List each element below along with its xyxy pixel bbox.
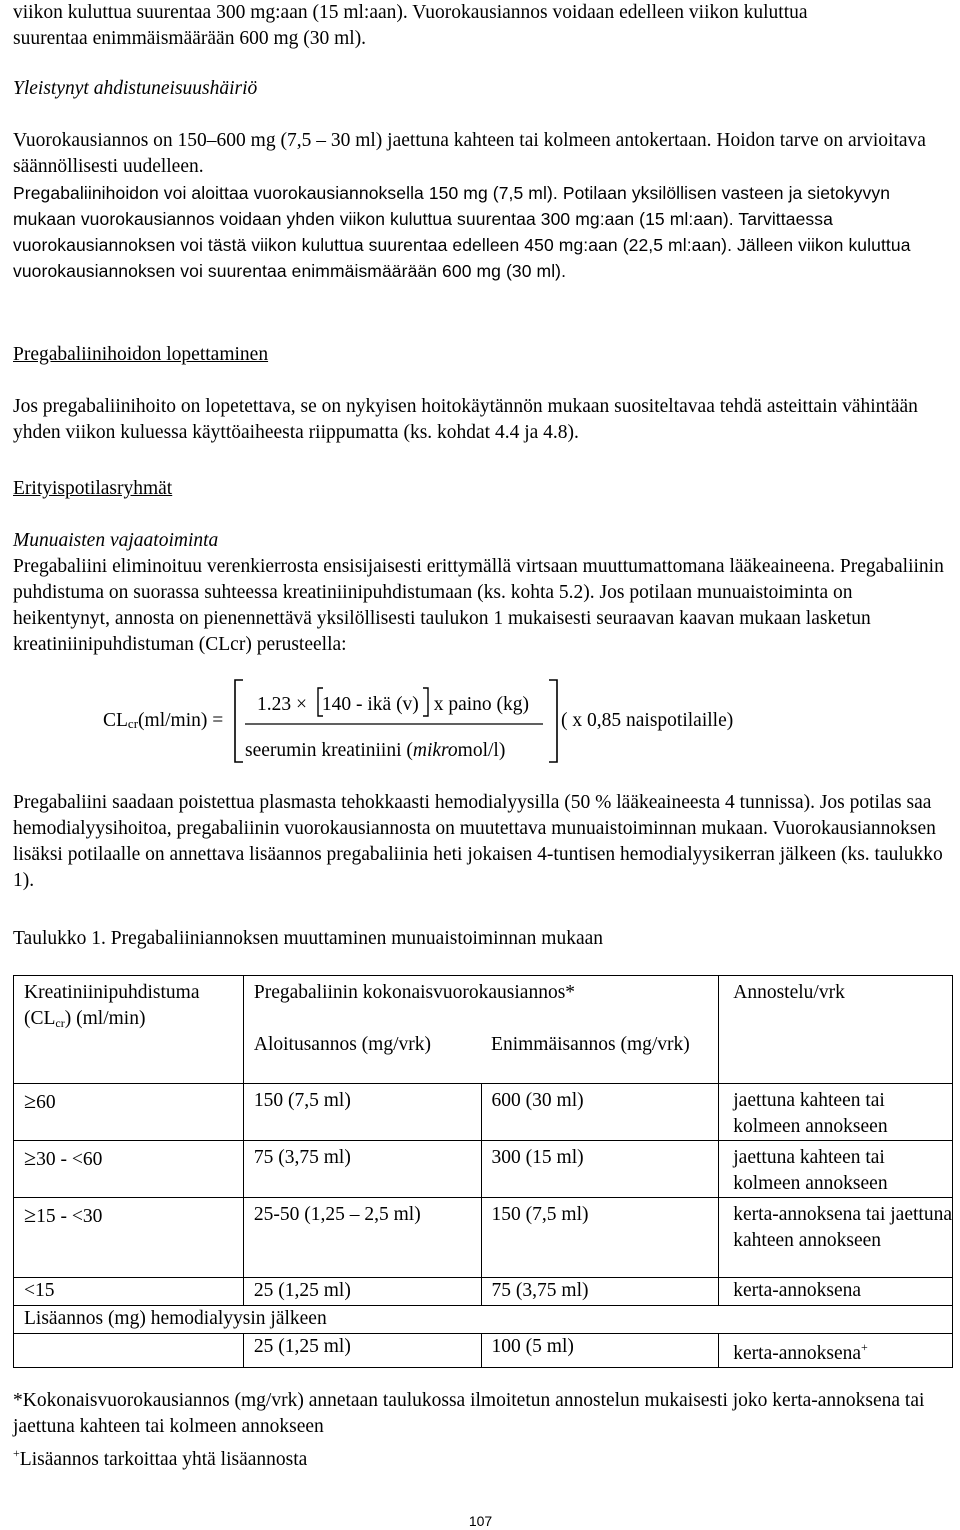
renal-impairment-heading: Munuaisten vajaatoiminta [13,530,219,551]
table-row [14,1278,953,1306]
supplementary-starting-dose: 25 (1,25 ml) [253,1336,351,1357]
formula-weight-term: x paino (kg) [433,694,529,715]
row-dosing: jaettuna kahteen tai kolmeen annokseen [733,1147,888,1194]
anxiety-heading: Yleistynyt ahdistuneisuushäiriö [13,78,258,99]
row-dosing: kerta-annoksena [733,1280,862,1301]
page-number: 107 [468,1513,493,1529]
row-starting-dose: 25 (1,25 ml) [253,1280,351,1301]
formula-age-term: 140 - ikä (v) [321,694,419,715]
row-maximum-dose: 75 (3,75 ml) [491,1280,589,1301]
discontinuation-heading: Pregabaliinihoidon lopettaminen [13,344,269,365]
table-supplementary-row [14,1334,953,1368]
anxiety-paragraph-2: Pregabaliinihoidon voi aloittaa vuorokausiannoksella 150 mg (7,5 ml). Potilaan yksilöllisen vasteen ja sietokyvyn mukaan vuorokausiannos voidaan yhden viikon kuluttua suurentaa 300 mg:aan (15 ml:aan). Tarvittaessa vuorokausiannoksen voi tästä viikon kuluttua suurentaa edelleen 450 mg:aan (22,5 ml:aan). Jälleen viikon kuluttua vuorokausiannoksen voi suurentaa enimmäismäärään 600 mg (30 ml). [13,183,911,281]
formula-lhs [103,708,223,737]
formula-cl-sub: cr [127,716,139,731]
supplementary-plus-mark: + [861,1340,868,1354]
table-supplementary-heading-row [14,1306,953,1334]
header-creatinine-clearance: Kreatiniinipuhdistuma [24,982,200,1003]
formula-den-pre: seerumin kreatiniini ( [245,740,413,761]
creatinine-clearance-formula [13,672,948,772]
ge-symbol: ≥ [24,1088,37,1113]
row-starting-dose: 75 (3,75 ml) [253,1147,351,1168]
row-starting-dose: 25-50 (1,25 – 2,5 ml) [253,1204,421,1225]
formula-cl: CL [103,710,128,731]
header-maximum-dose: Enimmäisannos (mg/vrk) [491,1033,690,1055]
table-row [14,1198,953,1278]
supplementary-dose-heading: Lisäannos (mg) hemodialyysin jälkeen [24,1308,327,1329]
row-crcl: 60 [36,1092,56,1113]
header-clcr-pre: (CL [24,1008,56,1029]
formula-female-factor: ( x 0,85 naispotilaille) [561,710,734,731]
formula-numerator [257,692,529,718]
ge-symbol: ≥ [24,1145,37,1170]
row-maximum-dose: 600 (30 ml) [491,1090,584,1111]
supplementary-maximum-dose: 100 (5 ml) [491,1336,574,1357]
intro-line-2: suurentaa enimmäismäärään 600 mg (30 ml). [13,28,367,49]
header-starting-dose: Aloitusannos (mg/vrk) [253,1033,431,1055]
header-total-daily-dose: Pregabaliinin kokonaisvuorokausiannos* [253,982,576,1003]
footnote-plus-text: Lisäannos tarkoittaa yhtä lisäannosta [19,1449,308,1470]
header-dosing-regimen: Annostelu/vrk [733,982,845,1003]
footnote-star: *Kokonaisvuorokausiannos (mg/vrk) annetaan taulukossa ilmoitetun annostelun mukaisesti joko kerta-annoksena tai jaettuna kahteen tai kolmeen annokseen [13,1390,925,1437]
row-dosing: jaettuna kahteen tai kolmeen annokseen [733,1090,888,1137]
row-crcl: 30 - <60 [36,1149,103,1170]
row-crcl: <15 [24,1280,55,1301]
discontinuation-paragraph: Jos pregabaliinihoito on lopetettava, se on nykyisen hoitokäytännön mukaan suositeltavaa tehdä asteittain vähintään yhden viikon kuluessa käyttöaiheesta riippumatta (ks. kohdat 4.4 ja 4.8). [13,396,918,443]
table-header-row [14,976,953,1032]
row-dosing: kerta-annoksena tai jaettuna kahteen annokseen [733,1204,952,1251]
anxiety-paragraph-1: Vuorokausiannos on 150–600 mg (7,5 – 30 ml) jaettuna kahteen tai kolmeen antokertaan. Hoidon tarve on arvioitava säännöllisesti uudelleen. [13,130,926,177]
special-populations-heading: Erityispotilasryhmät [13,478,173,499]
row-maximum-dose: 150 (7,5 ml) [491,1204,589,1225]
dialysis-paragraph: Pregabaliini saadaan poistettua plasmasta tehokkaasti hemodialyysilla (50 % lääkeaineesta 4 tunnissa). Jos potilas saa hemodialyysihoitoa, pregabaliinin vuorokausiannosta on muutettava munuaistoiminnan mukaan. Vuorokausiannoksen lisäksi potilaalle on annettava lisäannos pregabaliinia heti jokaisen 4-tuntisen hemodialyysikerran jälkeen (ks. taulukko 1). [13,792,943,891]
footnote-plus [13,1440,948,1473]
row-starting-dose: 150 (7,5 ml) [253,1090,351,1111]
intro-line-1: viikon kuluttua suurentaa 300 mg:aan (15 ml:aan). Vuorokausiannos voidaan edelleen viikon kuluttua [13,2,808,23]
formula-den-italic: mikro [412,740,458,761]
renal-impairment-paragraph: Pregabaliini eliminoituu verenkierrosta ensisijaisesti erittymällä virtsaan muuttumattomana lääkeaineena. Pregabaliinin puhdistuma on suorassa suhteessa kreatiniinipuhdistumaan (ks. kohta 5.2). Jos potilaan munuaistoiminta on heikentynyt, annosta on pienennettävä yksilöllisesti taulukon 1 mukaisesti seuraavan kaavan mukaan lasketun kreatiniinipuhdistuman (CLcr) perusteella: [13,556,944,655]
table-row [14,1084,953,1141]
formula-den-post: mol/l) [457,740,506,761]
footnote-plus-mark: + [13,1446,20,1460]
dose-table [13,975,953,1368]
supplementary-dosing: kerta-annoksena [733,1343,862,1364]
header-clcr-sub: cr [55,1016,65,1030]
row-maximum-dose: 300 (15 ml) [491,1147,584,1168]
ge-symbol: ≥ [24,1202,37,1227]
formula-unit: (ml/min) = [138,710,224,731]
table-caption: Taulukko 1. Pregabaliiniannoksen muuttaminen munuaistoiminnan mukaan [13,928,604,949]
formula-coefficient: 1.23 × [257,694,307,715]
row-crcl: 15 - <30 [36,1206,103,1227]
header-clcr-post: ) (ml/min) [64,1008,146,1029]
formula-denominator [245,738,505,764]
table-row [14,1141,953,1198]
